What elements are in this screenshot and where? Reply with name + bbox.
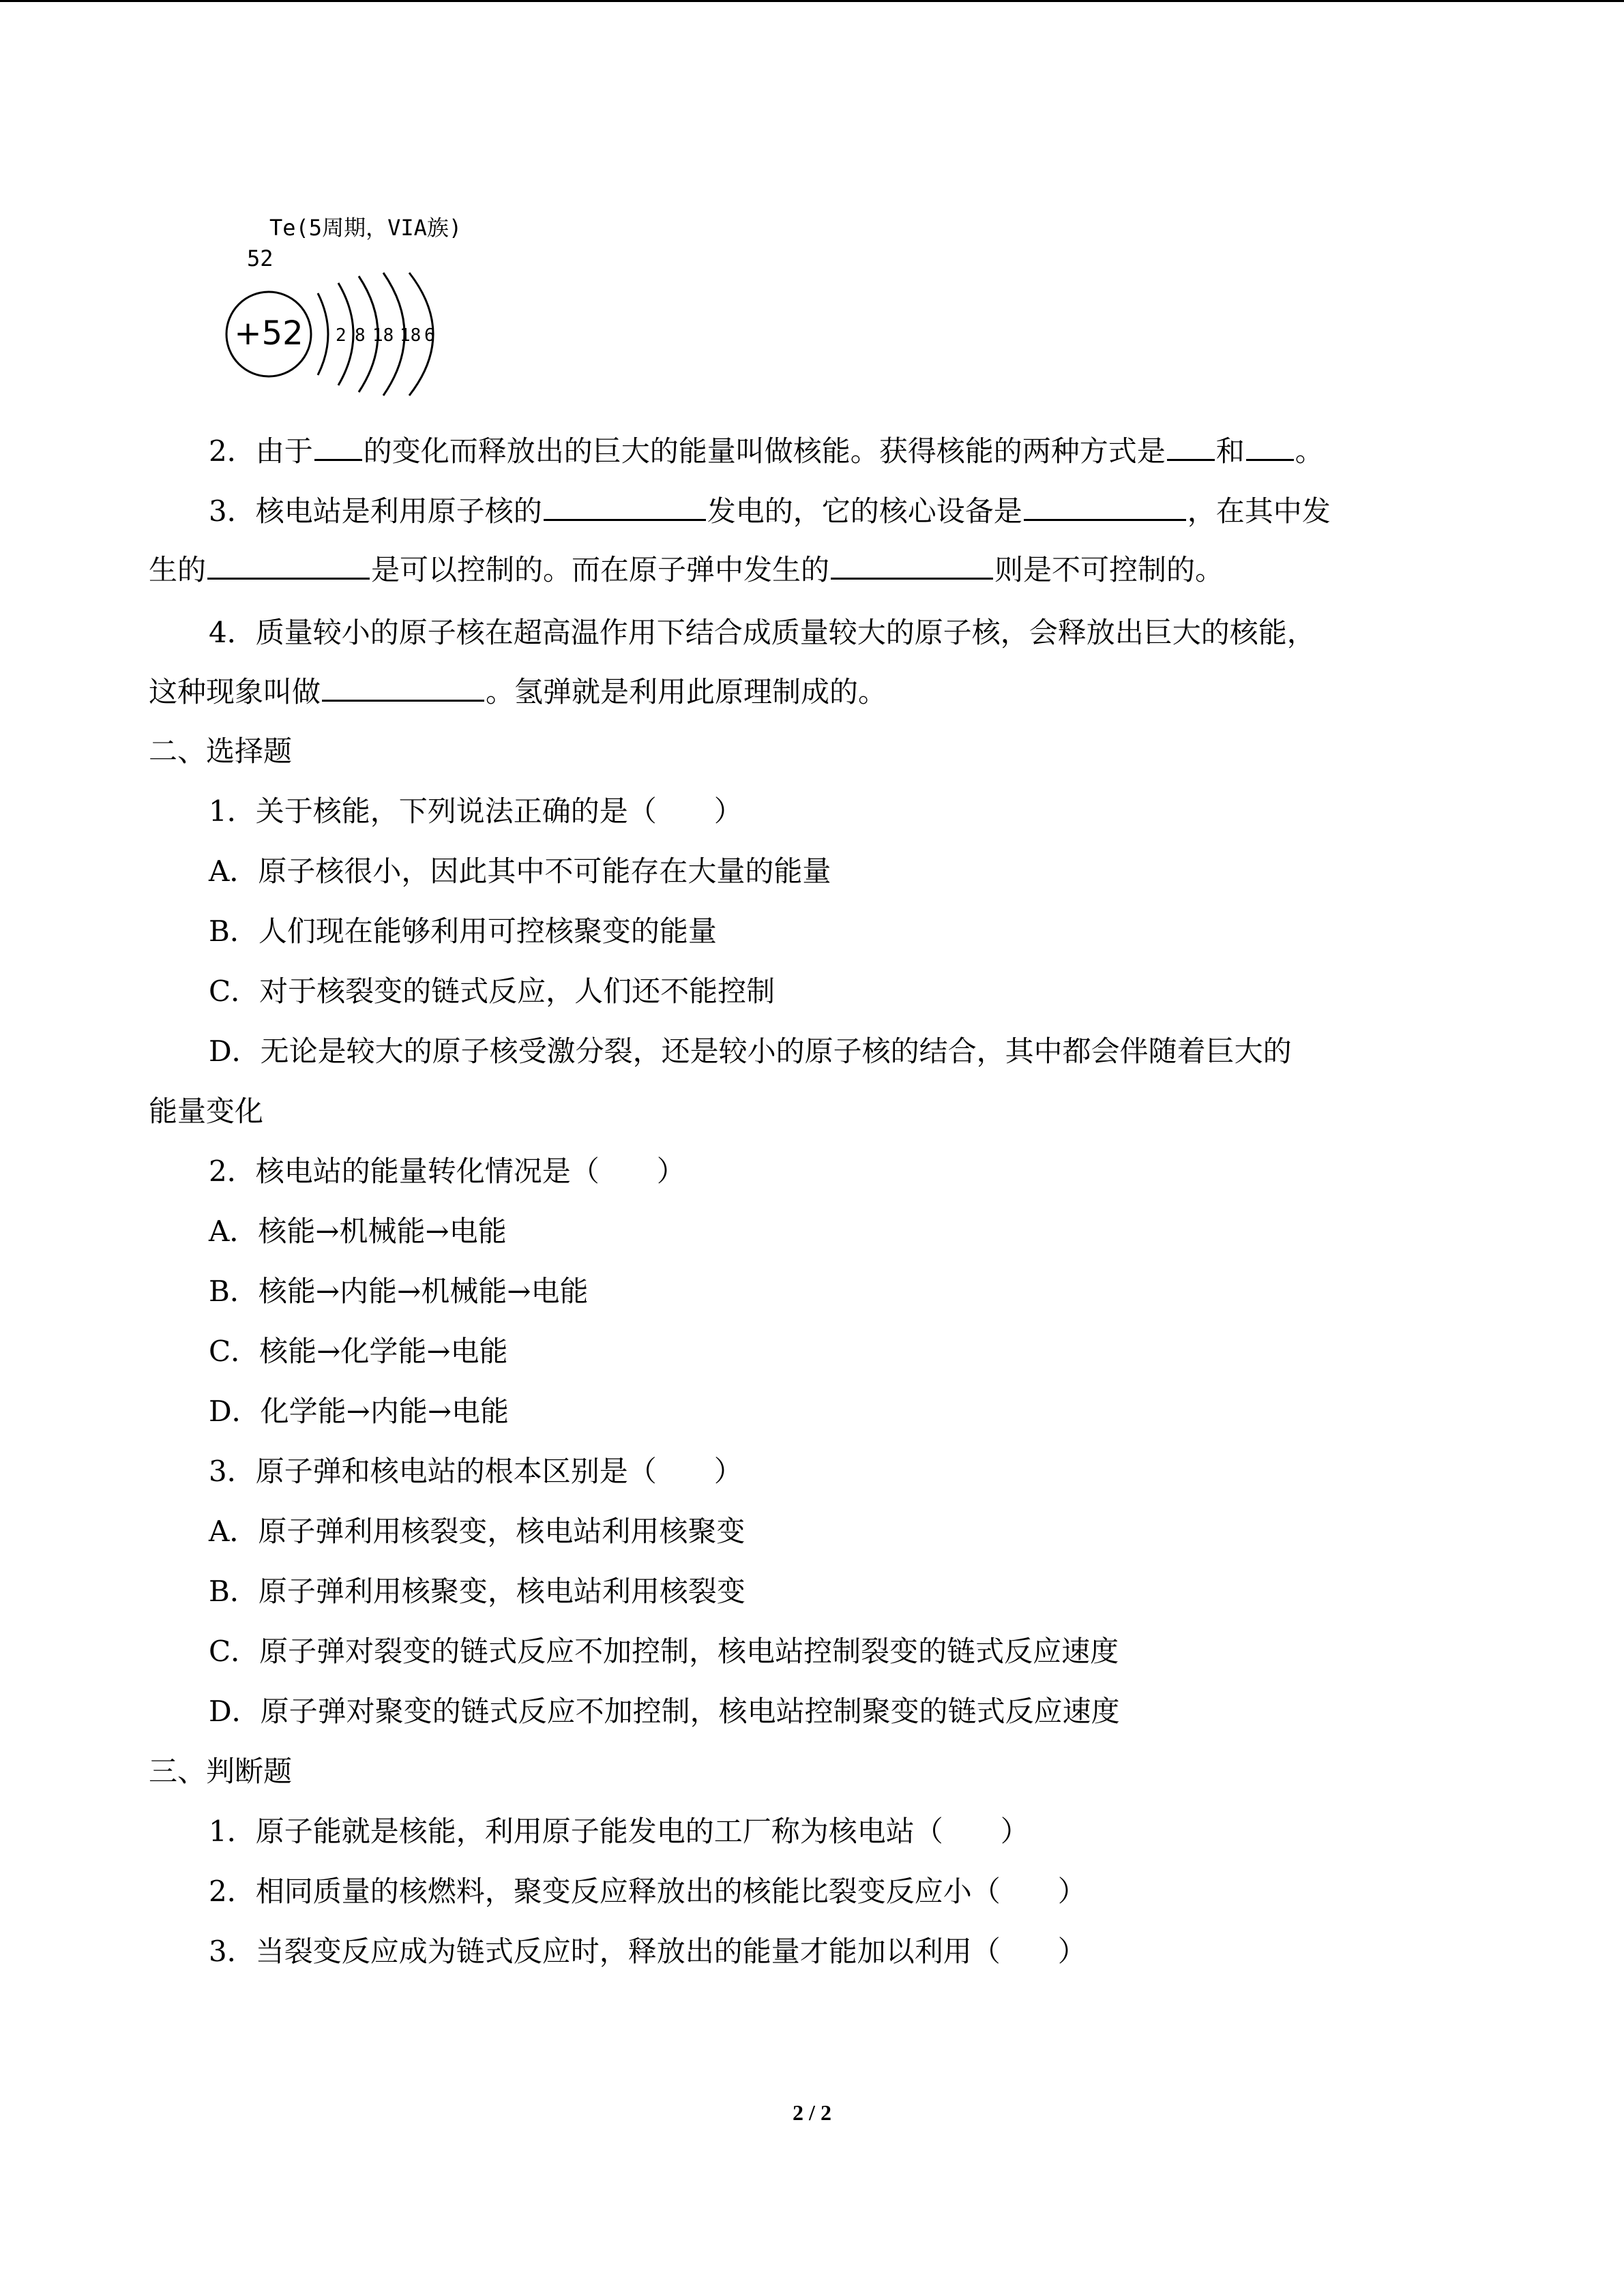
choice-q1-option-d[interactable]: D．无论是较大的原子核受激分裂，还是较小的原子核的结合，其中都会伴随着巨大的 — [209, 1034, 1292, 1068]
section-heading-judge: 三、判断题 — [149, 1755, 293, 1788]
element-label: Te(5周期，VIA族) — [269, 215, 462, 241]
judge-q1: 1．原子能就是核能，利用原子能发电的工厂称为核电站（ ） — [209, 1815, 1029, 1848]
choice-q1-stem: 1．关于核能，下列说法正确的是（ ） — [209, 794, 743, 828]
answer-blank[interactable] — [1246, 432, 1294, 461]
fill-question-3-line-2 — [149, 550, 1513, 591]
shell-count-1: 2 — [336, 325, 346, 346]
text: 4．质量较小的原子核在超高温作用下结合成质量较大的原子核，会释放出巨大的核能， — [209, 616, 1316, 649]
shell-count-5: 6 — [424, 325, 435, 346]
fill-question-2 — [209, 431, 1573, 472]
atom-structure-diagram — [205, 205, 518, 409]
text: 生的 — [149, 553, 207, 586]
shell-count-4: 18 — [400, 325, 422, 346]
shell-count-3: 18 — [372, 325, 394, 346]
choice-q1-option-c[interactable]: C．对于核裂变的链式反应，人们还不能控制 — [209, 974, 776, 1008]
fill-question-4-line-1 — [209, 612, 1573, 653]
text: 3．核电站是利用原子核的 — [209, 494, 542, 528]
judge-q2: 2．相同质量的核燃料，聚变反应释放出的核能比裂变反应小（ ） — [209, 1875, 1087, 1908]
choice-q2-option-a[interactable]: A．核能→机械能→电能 — [209, 1214, 507, 1248]
nucleus-charge: +52 — [234, 314, 304, 353]
judge-q3: 3．当裂变反应成为链式反应时，释放出的能量才能加以利用（ ） — [209, 1935, 1087, 1968]
choice-q3-option-a[interactable]: A．原子弹利用核裂变，核电站利用核聚变 — [209, 1515, 745, 1548]
choice-q1-option-d-cont: 能量变化 — [149, 1094, 264, 1128]
choice-q2-stem: 2．核电站的能量转化情况是（ ） — [209, 1154, 685, 1188]
text: 则是不可控制的。 — [994, 553, 1224, 586]
fill-question-3-line-1 — [209, 491, 1573, 532]
text: 2．由于 — [209, 434, 313, 468]
atomic-number: 52 — [247, 245, 274, 271]
text: 。 — [1295, 434, 1324, 468]
choice-q2-option-c[interactable]: C．核能→化学能→电能 — [209, 1335, 508, 1368]
answer-blank[interactable] — [1167, 432, 1215, 461]
shell-arc-1 — [318, 293, 328, 375]
text: 发电的，它的核心设备是 — [707, 494, 1022, 528]
fill-question-4-line-2 — [149, 672, 1513, 713]
answer-blank[interactable] — [322, 672, 484, 702]
text: 和 — [1215, 434, 1245, 468]
text: 这种现象叫做 — [149, 675, 321, 709]
shell-count-2: 8 — [355, 325, 366, 346]
answer-blank[interactable] — [544, 492, 706, 521]
choice-q2-option-d[interactable]: D．化学能→内能→电能 — [209, 1395, 510, 1428]
answer-blank[interactable] — [1024, 492, 1186, 521]
choice-q1-option-b[interactable]: B．人们现在能够利用可控核聚变的能量 — [209, 914, 717, 948]
choice-q3-option-c[interactable]: C．原子弹对裂变的链式反应不加控制，核电站控制裂变的链式反应速度 — [209, 1635, 1119, 1668]
choice-q1-option-a[interactable]: A．原子核很小，因此其中不可能存在大量的能量 — [209, 854, 831, 888]
top-border — [0, 0, 1624, 2]
choice-q3-option-b[interactable]: B．原子弹利用核聚变，核电站利用核裂变 — [209, 1575, 745, 1608]
page-number: 2 / 2 — [793, 2100, 831, 2125]
answer-blank[interactable] — [207, 550, 370, 580]
answer-blank[interactable] — [314, 432, 362, 461]
choice-q3-stem: 3．原子弹和核电站的根本区别是（ ） — [209, 1455, 743, 1488]
section-heading-choice: 二、选择题 — [149, 734, 293, 768]
choice-q3-option-d[interactable]: D．原子弹对聚变的链式反应不加控制，核电站控制聚变的链式反应速度 — [209, 1695, 1120, 1728]
choice-q2-option-b[interactable]: B．核能→内能→机械能→电能 — [209, 1274, 589, 1308]
text: 的变化而释放出的巨大的能量叫做核能。获得核能的两种方式是 — [363, 434, 1166, 468]
answer-blank[interactable] — [831, 550, 993, 580]
text: 是可以控制的。而在原子弹中发生的 — [371, 553, 830, 586]
text: 。氢弹就是利用此原理制成的。 — [486, 675, 887, 709]
text: ，在其中发 — [1187, 494, 1331, 528]
